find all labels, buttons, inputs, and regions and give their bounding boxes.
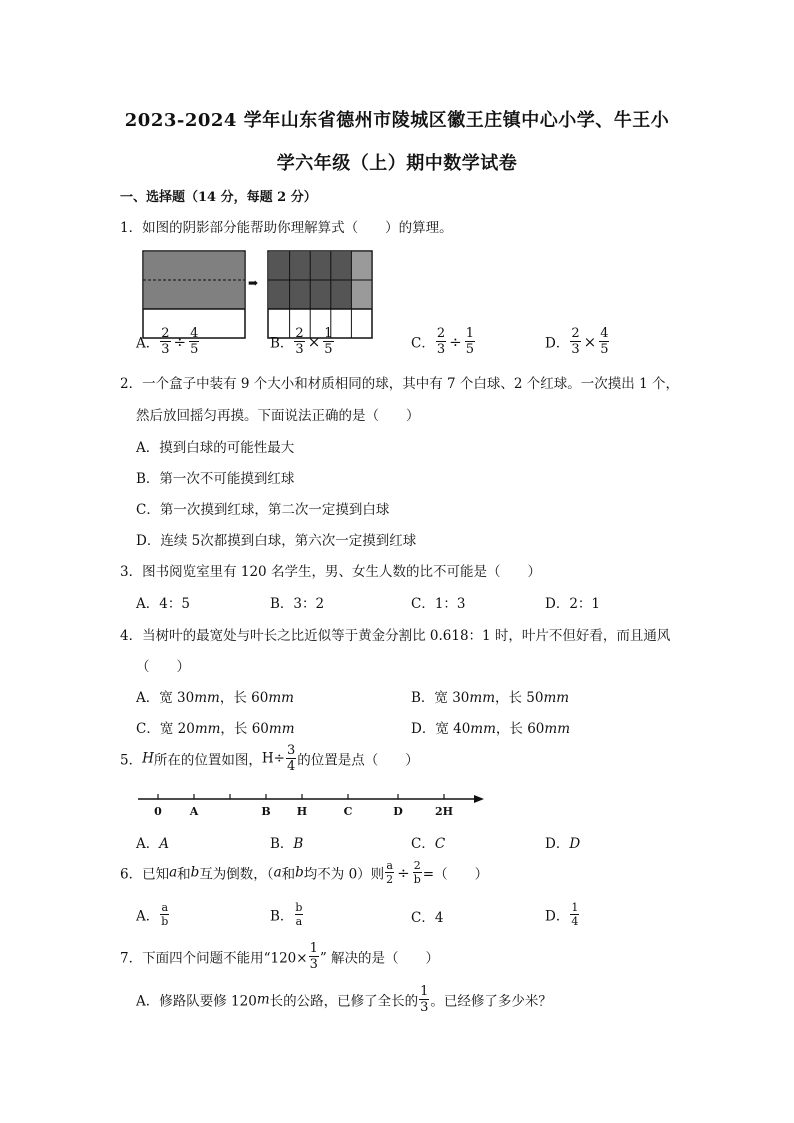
q7-option-a[interactable]: A．修路队要修 120m长的公路，已修了全长的 $\frac{1}{3}$ 。已经修了多少米？ — [136, 984, 552, 1015]
question-4-text-cont: （ ） — [136, 659, 190, 675]
axis-label-2h: 2H — [434, 805, 454, 818]
q2-option-b[interactable]: B．第一次不可能摸到红球 — [136, 471, 295, 487]
question-6-text: 6．已知a和b互为倒数，（a和b均不为 0）则 $\frac{a}{2}$ ÷ $\frac{2}{b}$ =（ ） — [120, 859, 489, 886]
q5-option-c[interactable]: C．C — [411, 836, 446, 852]
q3-option-b[interactable]: B．3：2 — [270, 596, 325, 612]
q4-option-d[interactable]: D．宽 40mm，长 60mm — [411, 721, 570, 737]
q5-option-b[interactable]: B．B — [270, 836, 304, 852]
q3-option-c[interactable]: C．1：3 — [411, 596, 466, 612]
axis-label-a: A — [189, 805, 199, 818]
q4-option-a[interactable]: A．宽 30mm，长 60mm — [136, 690, 294, 706]
q5-option-d[interactable]: D．D — [545, 836, 581, 852]
q4-option-c[interactable]: C．宽 20mm，长 60mm — [136, 721, 295, 737]
axis-label-d: D — [393, 805, 403, 818]
q1-option-c[interactable]: C． $\frac{2}{3}$ ÷ $\frac{1}{5}$ — [411, 326, 474, 357]
axis-label-c: C — [343, 805, 353, 818]
axis-label-h: H — [296, 805, 308, 818]
question-3-text: 3．图书阅览室里有 120 名学生，男、女生人数的比不可能是（ ） — [120, 564, 541, 580]
number-line-svg — [138, 790, 488, 820]
axis-arrow-icon — [474, 795, 484, 803]
number-line — [138, 790, 488, 824]
q6-option-a[interactable]: A． $\frac{a}{b}$ — [136, 901, 169, 928]
section-heading: 一、选择题（14 分，每题 2 分） — [120, 190, 317, 205]
q4-option-b[interactable]: B．宽 30mm，长 50mm — [411, 690, 570, 706]
question-7-text: 7．下面四个问题不能用“120× $\frac{1}{3}$ ” 解决的是（ ） — [120, 941, 440, 972]
q6-option-b[interactable]: B． $\frac{b}{a}$ — [270, 901, 303, 928]
q5-option-a[interactable]: A．A — [136, 836, 169, 852]
arrow-icon: ➡ — [248, 276, 259, 290]
q1-option-a[interactable]: A． $\frac{2}{3}$ ÷ $\frac{4}{5}$ — [136, 326, 199, 357]
page-subtitle: 学六年级（上）期中数学试卷 — [276, 153, 518, 174]
q6-option-c[interactable]: C．4 — [411, 910, 444, 926]
question-1-text: 1．如图的阴影部分能帮助你理解算式（ ）的算理。 — [120, 220, 453, 236]
question-4-text: 4．当树叶的最宽处与叶长之比近似等于黄金分割比 0.618：1 时，叶片不但好看，而且通风 — [120, 628, 671, 644]
axis-label-b: B — [261, 805, 271, 818]
q1-option-b[interactable]: B． $\frac{2}{3}$ × $\frac{1}{5}$ — [270, 326, 333, 357]
q3-option-a[interactable]: A．4：5 — [136, 596, 190, 612]
q3-option-d[interactable]: D．2：1 — [545, 596, 601, 612]
question-2-text: 2．一个盒子中装有 9 个大小和材质相同的球，其中有 7 个白球、2 个红球。一次摸出 1 个， — [120, 376, 679, 392]
axis-label-0: 0 — [154, 805, 162, 818]
q1-option-d[interactable]: D． $\frac{2}{3}$ × $\frac{4}{5}$ — [545, 326, 609, 357]
page-title: 2023-2024 学年山东省德州市陵城区徽王庄镇中心小学、牛王小 — [124, 110, 670, 131]
question-5-text: 5．H所在的位置如图，H÷ $\frac{3}{4}$ 的位置是点（ ） — [120, 743, 419, 774]
question-2-text-cont: 然后放回摇匀再摸。下面说法正确的是（ ） — [136, 408, 420, 424]
q2-option-d[interactable]: D．连续 5次都摸到白球，第六次一定摸到红球 — [136, 533, 417, 549]
q2-option-a[interactable]: A．摸到白球的可能性最大 — [136, 440, 295, 456]
q2-option-c[interactable]: C．第一次摸到红球，第二次一定摸到白球 — [136, 502, 390, 518]
q6-option-d[interactable]: D． $\frac{1}{4}$ — [545, 901, 579, 928]
